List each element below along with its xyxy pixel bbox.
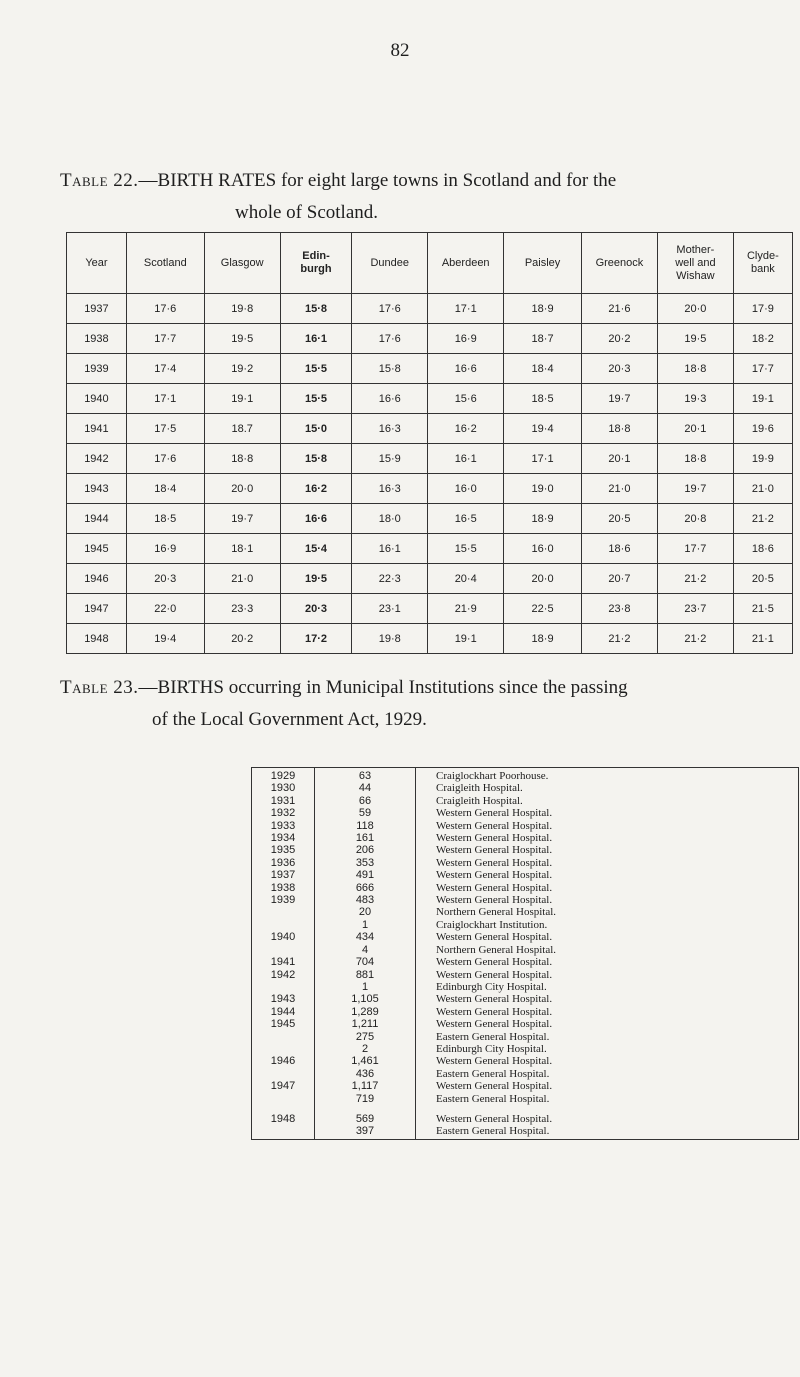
institution-cell: Eastern General Hospital. xyxy=(436,1030,550,1043)
year-cell xyxy=(252,919,315,931)
rate-cell: 19·5 xyxy=(280,564,352,594)
rate-cell: 16·6 xyxy=(280,504,352,534)
rate-cell: 17·9 xyxy=(733,294,792,324)
births-count-cell: 353 xyxy=(315,857,416,869)
rate-cell: 19·8 xyxy=(352,624,428,654)
year-cell: 1939 xyxy=(67,354,127,384)
institution-cell: Western General Hospital. xyxy=(436,807,553,820)
table-row xyxy=(252,1068,799,1080)
year-cell: 1939 xyxy=(252,894,315,906)
births-count-cell: 20 xyxy=(315,906,416,918)
rate-cell: 17·6 xyxy=(126,444,204,474)
rate-cell: 22·0 xyxy=(126,594,204,624)
rate-cell: 23·1 xyxy=(352,594,428,624)
year-cell xyxy=(252,1068,315,1080)
table-row xyxy=(252,969,799,981)
rate-cell: 19·1 xyxy=(733,384,792,414)
table-22-title-line2: whole of Scotland. xyxy=(235,202,379,223)
year-cell: 1946 xyxy=(67,564,127,594)
rate-cell: 18·9 xyxy=(504,294,582,324)
institution-cell: Western General Hospital. xyxy=(436,1005,553,1018)
institution-cell: Craigleith Hospital. xyxy=(436,794,523,807)
table-row xyxy=(252,981,799,993)
rate-cell: 18·8 xyxy=(204,444,280,474)
table-row xyxy=(252,782,799,794)
rate-cell: 16·9 xyxy=(428,324,504,354)
rate-cell: 15·0 xyxy=(280,414,352,444)
institution-cell: Western General Hospital. xyxy=(436,1112,553,1125)
rate-cell: 17·1 xyxy=(428,294,504,324)
rate-cell: 21·2 xyxy=(657,564,733,594)
rate-cell: 20·2 xyxy=(204,624,280,654)
column-header: Year xyxy=(67,233,127,294)
births-count-cell: 569 xyxy=(315,1105,416,1125)
births-count-cell: 1,211 xyxy=(315,1018,416,1030)
table-row xyxy=(252,906,799,918)
rate-cell: 16·1 xyxy=(428,444,504,474)
births-count-cell: 2 xyxy=(315,1043,416,1055)
birth-rates-header-row xyxy=(67,233,793,294)
table-row xyxy=(252,807,799,819)
rate-cell: 17·6 xyxy=(126,294,204,324)
institution-cell: Western General Hospital. xyxy=(436,993,553,1006)
table-row xyxy=(252,1093,799,1105)
rate-cell: 20·3 xyxy=(280,594,352,624)
rate-cell: 15·5 xyxy=(428,534,504,564)
rate-cell: 16·2 xyxy=(280,474,352,504)
rate-cell: 18·6 xyxy=(733,534,792,564)
table-row xyxy=(252,1105,799,1125)
municipal-births-table xyxy=(251,767,799,1140)
rate-cell: 16·3 xyxy=(352,414,428,444)
year-cell: 1942 xyxy=(67,444,127,474)
rate-cell: 19·7 xyxy=(581,384,657,414)
table-22-caption xyxy=(60,165,795,229)
births-count-cell: 118 xyxy=(315,820,416,832)
rate-cell: 18·6 xyxy=(581,534,657,564)
rate-cell: 21·5 xyxy=(733,594,792,624)
institution-cell: Western General Hospital. xyxy=(436,956,553,969)
year-cell xyxy=(252,1093,315,1105)
year-cell: 1933 xyxy=(252,820,315,832)
rate-cell: 15·8 xyxy=(280,294,352,324)
table-row xyxy=(67,474,793,504)
births-count-cell: 44 xyxy=(315,782,416,794)
year-cell xyxy=(252,981,315,993)
table-row xyxy=(252,795,799,807)
table-row xyxy=(252,944,799,956)
table-row xyxy=(67,594,793,624)
rate-cell: 18·8 xyxy=(657,354,733,384)
rate-cell: 15·5 xyxy=(280,354,352,384)
institution-cell: Edinburgh City Hospital. xyxy=(436,980,547,993)
rate-cell: 19·8 xyxy=(204,294,280,324)
year-cell: 1944 xyxy=(252,1006,315,1018)
institution-cell: Eastern General Hospital. xyxy=(436,1092,550,1105)
rate-cell: 23·3 xyxy=(204,594,280,624)
institution-cell: Edinburgh City Hospital. xyxy=(436,1042,547,1055)
year-cell: 1932 xyxy=(252,807,315,819)
rate-cell: 20·1 xyxy=(581,444,657,474)
rate-cell: 17·1 xyxy=(126,384,204,414)
table-row xyxy=(252,1080,799,1092)
rate-cell: 18·9 xyxy=(504,624,582,654)
table-row xyxy=(67,624,793,654)
column-header: Mother- well and Wishaw xyxy=(657,233,733,294)
rate-cell: 15·9 xyxy=(352,444,428,474)
institution-cell: Western General Hospital. xyxy=(436,968,553,981)
table-row xyxy=(252,1018,799,1030)
rate-cell: 19·1 xyxy=(204,384,280,414)
rate-cell: 18·4 xyxy=(126,474,204,504)
year-cell xyxy=(252,1043,315,1055)
births-count-cell: 666 xyxy=(315,882,416,894)
table-row xyxy=(67,564,793,594)
table-23-title: —BIRTHS occurring in Municipal Institutions since the passing xyxy=(138,677,628,698)
rate-cell: 18·5 xyxy=(126,504,204,534)
rate-cell: 20·8 xyxy=(657,504,733,534)
rate-cell: 16·5 xyxy=(428,504,504,534)
year-cell: 1941 xyxy=(252,956,315,968)
institution-cell: Western General Hospital. xyxy=(436,1055,553,1068)
table-row xyxy=(252,919,799,931)
rate-cell: 20·5 xyxy=(733,564,792,594)
column-header: Paisley xyxy=(504,233,582,294)
rate-cell: 20·0 xyxy=(504,564,582,594)
rate-cell: 20·7 xyxy=(581,564,657,594)
year-cell: 1929 xyxy=(252,768,315,783)
rate-cell: 18·0 xyxy=(352,504,428,534)
table-23-label: Table 23. xyxy=(60,677,139,698)
rate-cell: 21·9 xyxy=(428,594,504,624)
table-row xyxy=(67,414,793,444)
births-count-cell: 704 xyxy=(315,956,416,968)
year-cell xyxy=(252,944,315,956)
year-cell: 1934 xyxy=(252,832,315,844)
rate-cell: 21·2 xyxy=(657,624,733,654)
rate-cell: 15·8 xyxy=(352,354,428,384)
rate-cell: 16·3 xyxy=(352,474,428,504)
rate-cell: 17·6 xyxy=(352,324,428,354)
rate-cell: 19·1 xyxy=(428,624,504,654)
year-cell: 1937 xyxy=(252,869,315,881)
rate-cell: 18·8 xyxy=(657,444,733,474)
rate-cell: 17·5 xyxy=(126,414,204,444)
year-cell: 1938 xyxy=(252,882,315,894)
births-count-cell: 161 xyxy=(315,832,416,844)
births-count-cell: 483 xyxy=(315,894,416,906)
rate-cell: 15·8 xyxy=(280,444,352,474)
table-row xyxy=(252,869,799,881)
rate-cell: 19·2 xyxy=(204,354,280,384)
rate-cell: 18·2 xyxy=(733,324,792,354)
table-row xyxy=(67,324,793,354)
table-row xyxy=(252,931,799,943)
rate-cell: 19·4 xyxy=(504,414,582,444)
births-count-cell: 1 xyxy=(315,919,416,931)
rate-cell: 23·7 xyxy=(657,594,733,624)
rate-cell: 16·1 xyxy=(352,534,428,564)
rate-cell: 19·4 xyxy=(126,624,204,654)
institution-cell: Western General Hospital. xyxy=(436,1080,553,1093)
institution-cell: Western General Hospital. xyxy=(436,832,553,845)
institution-cell: Western General Hospital. xyxy=(436,881,553,894)
year-cell: 1940 xyxy=(67,384,127,414)
institution-cell: Western General Hospital. xyxy=(436,931,553,944)
rate-cell: 23·8 xyxy=(581,594,657,624)
table-row xyxy=(67,384,793,414)
rate-cell: 17·6 xyxy=(352,294,428,324)
institution-cell: Craigleith Hospital. xyxy=(436,782,523,795)
institution-cell: Eastern General Hospital. xyxy=(436,1067,550,1080)
institution-cell: Northern General Hospital. xyxy=(436,906,557,919)
births-count-cell: 63 xyxy=(315,768,416,783)
births-count-cell: 719 xyxy=(315,1093,416,1105)
rate-cell: 18·9 xyxy=(504,504,582,534)
table-row xyxy=(252,768,799,783)
column-header: Edin- burgh xyxy=(280,233,352,294)
table-row xyxy=(67,354,793,384)
table-row xyxy=(67,294,793,324)
table-row xyxy=(252,894,799,906)
year-cell: 1947 xyxy=(67,594,127,624)
table-row xyxy=(67,444,793,474)
rate-cell: 21·2 xyxy=(581,624,657,654)
rate-cell: 17·7 xyxy=(733,354,792,384)
year-cell: 1938 xyxy=(67,324,127,354)
rate-cell: 16·9 xyxy=(126,534,204,564)
births-count-cell: 206 xyxy=(315,844,416,856)
births-count-cell: 397 xyxy=(315,1125,416,1139)
year-cell xyxy=(252,906,315,918)
rate-cell: 16·6 xyxy=(428,354,504,384)
rate-cell: 16·2 xyxy=(428,414,504,444)
year-cell: 1940 xyxy=(252,931,315,943)
year-cell: 1946 xyxy=(252,1055,315,1067)
table-row xyxy=(252,820,799,832)
births-count-cell: 491 xyxy=(315,869,416,881)
rate-cell: 21·6 xyxy=(581,294,657,324)
rate-cell: 19·5 xyxy=(657,324,733,354)
rate-cell: 15·5 xyxy=(280,384,352,414)
table-row xyxy=(252,1006,799,1018)
year-cell: 1937 xyxy=(67,294,127,324)
year-cell: 1936 xyxy=(252,857,315,869)
year-cell: 1935 xyxy=(252,844,315,856)
rate-cell: 21·1 xyxy=(733,624,792,654)
year-cell: 1944 xyxy=(67,504,127,534)
institution-cell: Northern General Hospital. xyxy=(436,943,557,956)
year-cell xyxy=(252,1125,315,1139)
rate-cell: 18.7 xyxy=(204,414,280,444)
column-header: Greenock xyxy=(581,233,657,294)
column-header: Glasgow xyxy=(204,233,280,294)
table-row xyxy=(252,882,799,894)
table-row xyxy=(252,1055,799,1067)
column-header: Aberdeen xyxy=(428,233,504,294)
table-row xyxy=(67,504,793,534)
institution-cell: Western General Hospital. xyxy=(436,856,553,869)
rate-cell: 16·0 xyxy=(428,474,504,504)
rate-cell: 21·2 xyxy=(733,504,792,534)
rate-cell: 19·7 xyxy=(204,504,280,534)
rate-cell: 19·5 xyxy=(204,324,280,354)
rate-cell: 18·5 xyxy=(504,384,582,414)
births-count-cell: 4 xyxy=(315,944,416,956)
rate-cell: 19·9 xyxy=(733,444,792,474)
institution-cell: Western General Hospital. xyxy=(436,894,553,907)
year-cell: 1945 xyxy=(67,534,127,564)
table-row xyxy=(252,832,799,844)
rate-cell: 21·0 xyxy=(204,564,280,594)
institution-cell: Western General Hospital. xyxy=(436,1018,553,1031)
rate-cell: 17·7 xyxy=(657,534,733,564)
births-count-cell: 436 xyxy=(315,1068,416,1080)
births-count-cell: 275 xyxy=(315,1031,416,1043)
table-row xyxy=(252,1125,799,1139)
rate-cell: 16·0 xyxy=(504,534,582,564)
births-count-cell: 66 xyxy=(315,795,416,807)
rate-cell: 20·3 xyxy=(126,564,204,594)
rate-cell: 15·4 xyxy=(280,534,352,564)
rate-cell: 19·0 xyxy=(504,474,582,504)
column-header: Dundee xyxy=(352,233,428,294)
births-count-cell: 1,117 xyxy=(315,1080,416,1092)
year-cell: 1945 xyxy=(252,1018,315,1030)
rate-cell: 19·6 xyxy=(733,414,792,444)
rate-cell: 16·6 xyxy=(352,384,428,414)
births-count-cell: 1,461 xyxy=(315,1055,416,1067)
year-cell: 1948 xyxy=(67,624,127,654)
births-count-cell: 1,289 xyxy=(315,1006,416,1018)
rate-cell: 20·4 xyxy=(428,564,504,594)
table-23-caption xyxy=(60,672,795,736)
rate-cell: 20·3 xyxy=(581,354,657,384)
birth-rates-table xyxy=(66,232,793,654)
rate-cell: 15·6 xyxy=(428,384,504,414)
year-cell: 1948 xyxy=(252,1105,315,1125)
rate-cell: 19·3 xyxy=(657,384,733,414)
year-cell: 1941 xyxy=(67,414,127,444)
year-cell: 1942 xyxy=(252,969,315,981)
institution-cell: Craiglockhart Poorhouse. xyxy=(436,770,549,782)
rate-cell: 18·1 xyxy=(204,534,280,564)
rate-cell: 17·1 xyxy=(504,444,582,474)
rate-cell: 21·0 xyxy=(733,474,792,504)
table-row xyxy=(252,857,799,869)
rate-cell: 20·1 xyxy=(657,414,733,444)
rate-cell: 19·7 xyxy=(657,474,733,504)
table-row xyxy=(252,993,799,1005)
rate-cell: 18·7 xyxy=(504,324,582,354)
table-22-label: Table 22. xyxy=(60,170,139,191)
institution-cell: Craiglockhart Institution. xyxy=(436,918,548,931)
rate-cell: 20·0 xyxy=(204,474,280,504)
rate-cell: 17·2 xyxy=(280,624,352,654)
rate-cell: 21·0 xyxy=(581,474,657,504)
column-header: Scotland xyxy=(126,233,204,294)
table-row xyxy=(252,844,799,856)
rate-cell: 20·5 xyxy=(581,504,657,534)
institution-cell: Western General Hospital. xyxy=(436,869,553,882)
rate-cell: 17·4 xyxy=(126,354,204,384)
institution-cell: Western General Hospital. xyxy=(436,844,553,857)
table-row xyxy=(252,1031,799,1043)
rate-cell: 18·4 xyxy=(504,354,582,384)
rate-cell: 16·1 xyxy=(280,324,352,354)
table-23-title-line2: of the Local Government Act, 1929. xyxy=(152,709,427,730)
table-row xyxy=(252,956,799,968)
rate-cell: 22·5 xyxy=(504,594,582,624)
births-count-cell: 434 xyxy=(315,931,416,943)
births-count-cell: 1 xyxy=(315,981,416,993)
rate-cell: 22·3 xyxy=(352,564,428,594)
year-cell: 1931 xyxy=(252,795,315,807)
births-count-cell: 59 xyxy=(315,807,416,819)
institution-cell: Eastern General Hospital. xyxy=(436,1125,550,1138)
rate-cell: 17·7 xyxy=(126,324,204,354)
table-22-title: —BIRTH RATES for eight large towns in Scotland and for the xyxy=(138,170,617,191)
table-row xyxy=(252,1043,799,1055)
rate-cell: 20·2 xyxy=(581,324,657,354)
table-row xyxy=(67,534,793,564)
births-count-cell: 881 xyxy=(315,969,416,981)
year-cell: 1943 xyxy=(67,474,127,504)
rate-cell: 18·8 xyxy=(581,414,657,444)
year-cell: 1930 xyxy=(252,782,315,794)
rate-cell: 20·0 xyxy=(657,294,733,324)
column-header: Clyde- bank xyxy=(733,233,792,294)
year-cell xyxy=(252,1031,315,1043)
births-count-cell: 1,105 xyxy=(315,993,416,1005)
institution-cell: Western General Hospital. xyxy=(436,819,553,832)
year-cell: 1943 xyxy=(252,993,315,1005)
year-cell: 1947 xyxy=(252,1080,315,1092)
page-number: 82 xyxy=(390,40,410,61)
